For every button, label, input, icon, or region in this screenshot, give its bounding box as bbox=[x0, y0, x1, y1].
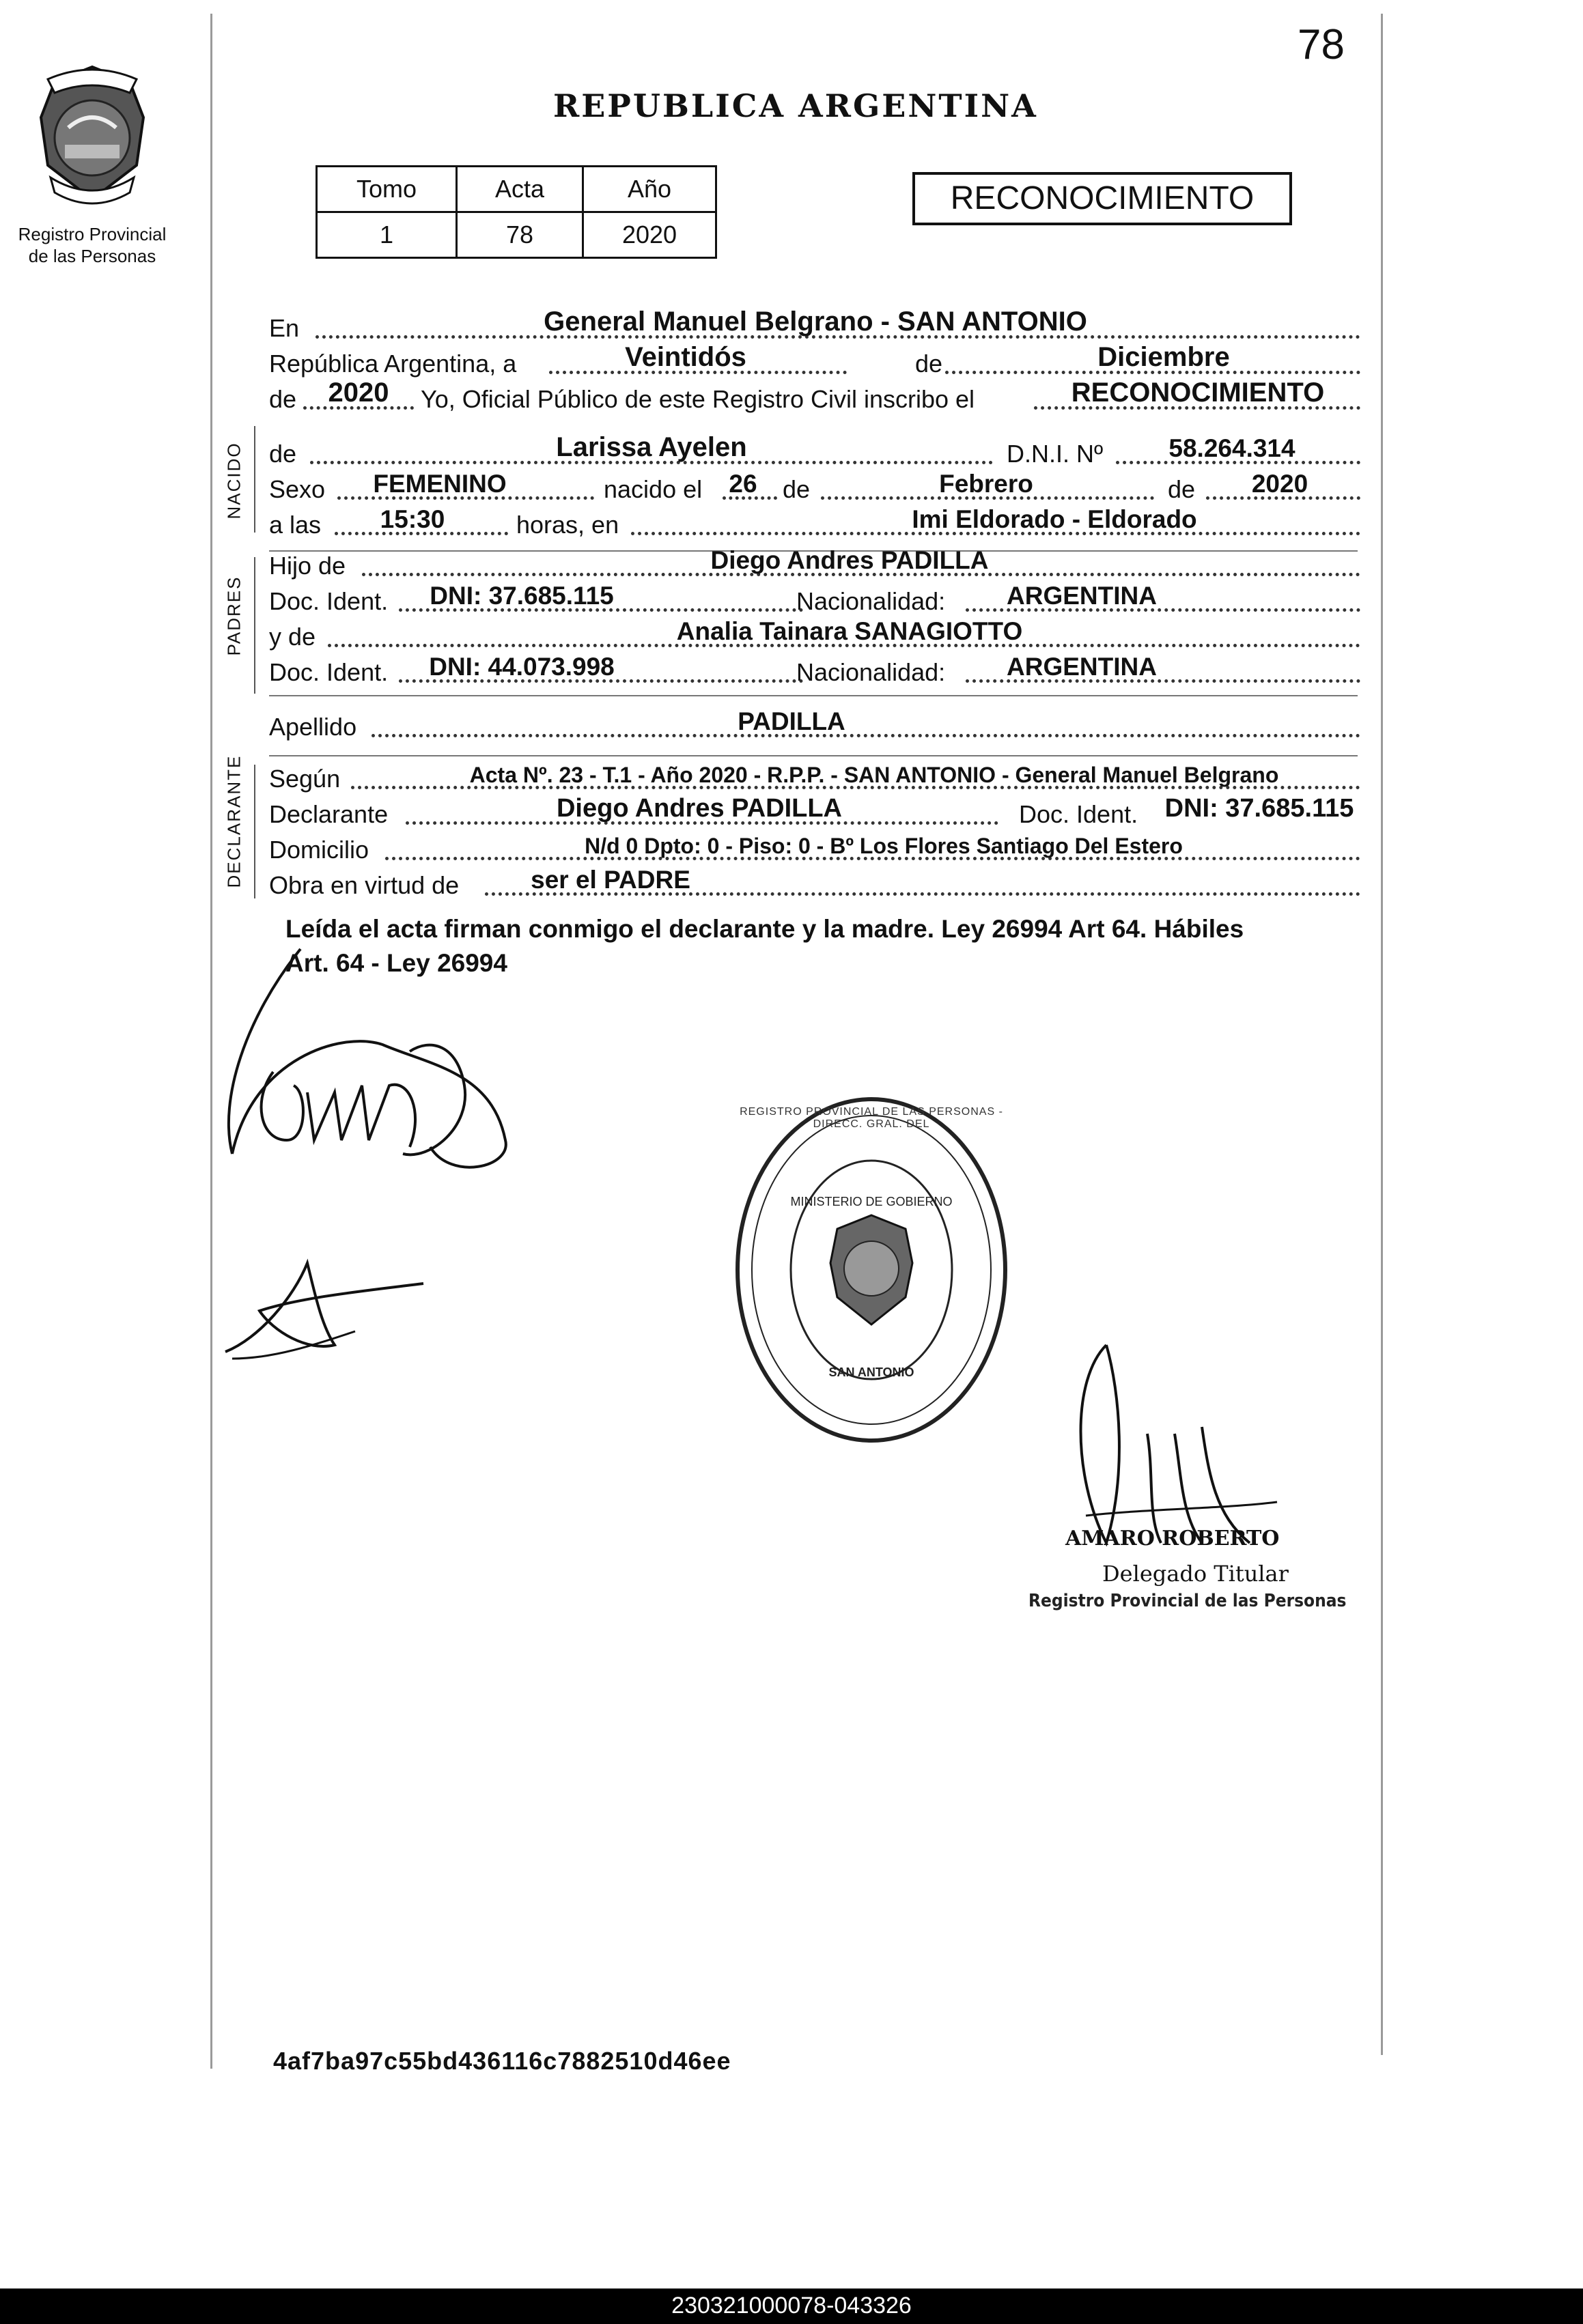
alas-label: a las bbox=[269, 511, 322, 539]
row-apellido bbox=[269, 703, 1583, 746]
row-obra bbox=[269, 862, 1583, 904]
note-line1: Leída el acta firman conmigo el declarante y la madre. Ley 26994 Art 64. Hábiles bbox=[285, 915, 1244, 943]
ref-table bbox=[316, 165, 717, 259]
footer-code: 230321000078-043326 bbox=[671, 2293, 912, 2319]
sexo-value: FEMENINO bbox=[373, 470, 507, 498]
row-year bbox=[269, 375, 1583, 418]
apellido-value: PADILLA bbox=[738, 707, 845, 735]
father-nat-value: ARGENTINA bbox=[1007, 582, 1157, 610]
nacido-el-label: nacido el bbox=[604, 475, 703, 503]
mother-doc-value: DNI: 44.073.998 bbox=[429, 653, 615, 681]
official-office: Registro Provincial de las Personas bbox=[1028, 1591, 1347, 1611]
father-name-value: Diego Andres PADILLA bbox=[710, 546, 989, 574]
mother-nat-value: ARGENTINA bbox=[1007, 653, 1157, 681]
child-name-value: Larissa Ayelen bbox=[556, 432, 747, 462]
birth-month-value: Febrero bbox=[939, 470, 1033, 498]
declarante-doc-label: Doc. Ident. bbox=[1019, 800, 1138, 828]
padres-bracket bbox=[254, 557, 255, 694]
oficial-text: Yo, Oficial Público de este Registro Civil inscribo el bbox=[421, 385, 975, 413]
birth-day-value: 26 bbox=[729, 470, 757, 498]
child-dni-value: 58.264.314 bbox=[1168, 434, 1295, 462]
obra-label: Obra en virtud de bbox=[269, 871, 460, 899]
place-value: General Manuel Belgrano - SAN ANTONIO bbox=[544, 307, 1087, 337]
domicilio-label: Domicilio bbox=[269, 836, 369, 864]
ref-header-anio: Año bbox=[583, 167, 716, 212]
sexo-label: Sexo bbox=[269, 475, 326, 503]
official-signature bbox=[1045, 1338, 1332, 1557]
declarante-bracket bbox=[254, 765, 255, 898]
nacido-de3-label: de bbox=[1168, 475, 1196, 503]
registry-line1: Registro Provincial bbox=[18, 224, 167, 244]
country-title: REPUBLICA ARGENTINA bbox=[553, 87, 1038, 124]
mother-signature bbox=[219, 1249, 437, 1372]
misiones-logo bbox=[27, 63, 157, 213]
row-nacido-hora bbox=[269, 501, 1583, 543]
seal-bottom-text: SAN ANTONIO bbox=[828, 1365, 914, 1379]
declarante-label: DECLARANTE bbox=[223, 754, 244, 888]
official-seal bbox=[728, 1092, 1015, 1447]
mother-doc-label: Doc. Ident. bbox=[269, 658, 389, 686]
official-title: Delegado Titular bbox=[1102, 1561, 1289, 1587]
page-number: 78 bbox=[1298, 21, 1345, 68]
father-nat-label: Nacionalidad: bbox=[796, 587, 946, 615]
year-label: de bbox=[269, 385, 297, 413]
domicilio-value: N/d 0 Dpto: 0 - Piso: 0 - Bº Los Flores Santiago Del Estero bbox=[585, 834, 1183, 858]
document-hash: 4af7ba97c55bd436116c7882510d46ee bbox=[273, 2047, 731, 2075]
en-label: En bbox=[269, 314, 300, 342]
father-doc-label: Doc. Ident. bbox=[269, 587, 389, 615]
ref-value-anio: 2020 bbox=[583, 212, 716, 258]
nacido-de2-label: de bbox=[783, 475, 811, 503]
nacido-label: NACIDO bbox=[223, 442, 244, 520]
nacido-bracket bbox=[254, 426, 255, 533]
ref-header-tomo: Tomo bbox=[317, 167, 457, 212]
registry-line2: de las Personas bbox=[28, 246, 156, 266]
act-value: RECONOCIMIENTO bbox=[1071, 378, 1325, 408]
ref-value-acta: 78 bbox=[457, 212, 583, 258]
month-value: Diciembre bbox=[1097, 342, 1230, 372]
horas-label: horas, en bbox=[516, 511, 619, 539]
seal-outer-text: REGISTRO PROVINCIAL DE LAS PERSONAS - DIRECC. GRAL. DEL bbox=[740, 1106, 1003, 1130]
note-line2: Art. 64 - Ley 26994 bbox=[285, 949, 507, 977]
day-value: Veintidós bbox=[625, 342, 746, 372]
declarante-name-label: Declarante bbox=[269, 800, 389, 828]
declarante-name-value: Diego Andres PADILLA bbox=[556, 794, 843, 823]
declarante-doc-value: DNI: 37.685.115 bbox=[1164, 794, 1354, 823]
segun-label: Según bbox=[269, 765, 341, 793]
year-value: 2020 bbox=[328, 378, 389, 408]
republica-label: República Argentina, a bbox=[269, 350, 517, 378]
act-type-box: RECONOCIMIENTO bbox=[912, 172, 1292, 225]
declarant-signature bbox=[205, 935, 533, 1181]
birth-place-value: Imi Eldorado - Eldorado bbox=[912, 505, 1197, 533]
father-doc-value: DNI: 37.685.115 bbox=[430, 582, 614, 610]
seal-inner-text: MINISTERIO DE GOBIERNO bbox=[790, 1195, 953, 1208]
ref-value-tomo: 1 bbox=[317, 212, 457, 258]
de-label: de bbox=[915, 350, 943, 378]
segun-value: Acta Nº. 23 - T.1 - Año 2020 - R.P.P. - SAN ANTONIO - General Manuel Belgrano bbox=[469, 763, 1279, 787]
birth-year-value: 2020 bbox=[1251, 470, 1308, 498]
dni-label: D.N.I. Nº bbox=[1007, 440, 1104, 468]
apellido-label: Apellido bbox=[269, 713, 357, 741]
mother-nat-label: Nacionalidad: bbox=[796, 658, 946, 686]
row-mother-doc bbox=[269, 649, 1583, 691]
mother-name-value: Analia Tainara SANAGIOTTO bbox=[676, 617, 1023, 645]
ref-header-acta: Acta bbox=[457, 167, 583, 212]
separator-2 bbox=[269, 695, 1358, 696]
official-name: AMARO ROBERTO bbox=[1065, 1527, 1280, 1550]
time-value: 15:30 bbox=[380, 505, 445, 533]
hijo-label: Hijo de bbox=[269, 552, 346, 580]
yde-label: y de bbox=[269, 623, 316, 651]
nacido-de-label: de bbox=[269, 440, 297, 468]
obra-value: ser el PADRE bbox=[531, 866, 690, 894]
padres-label: PADRES bbox=[223, 576, 244, 656]
footer-bar bbox=[0, 2288, 1583, 2324]
